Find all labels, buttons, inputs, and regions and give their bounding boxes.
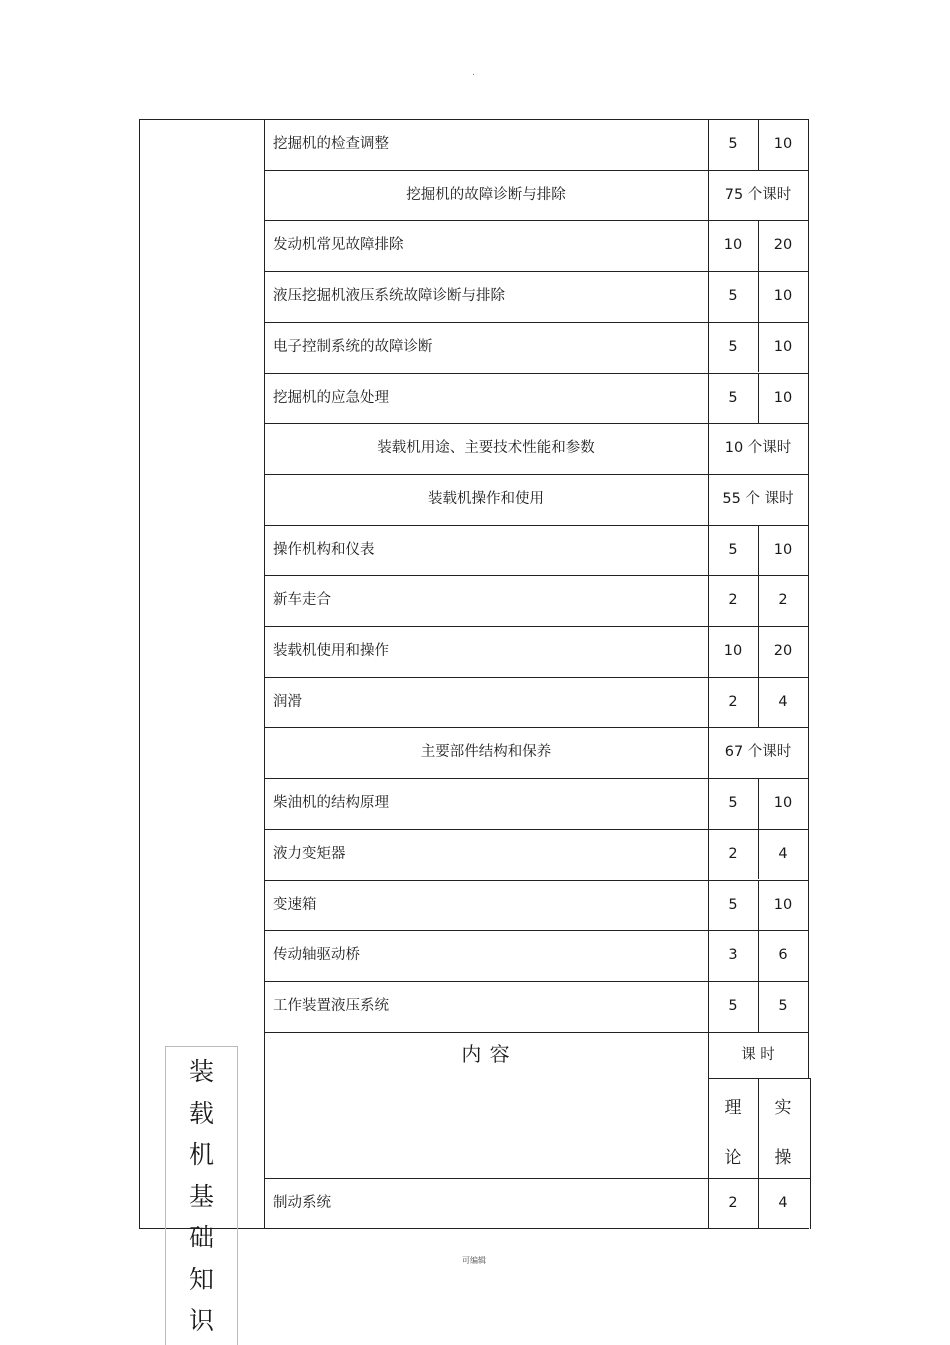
- course-item-label: 挖掘机的检查调整: [273, 136, 389, 153]
- course-item-label: 发动机常见故障排除: [273, 237, 404, 254]
- course-item-label: 液压挖掘机液压系统故障诊断与排除: [273, 288, 505, 305]
- practice-hours: 10: [773, 288, 793, 305]
- vertical-label-char: 载: [188, 1098, 214, 1128]
- practice-hours: 4: [778, 1195, 788, 1212]
- theory-hours: 2: [728, 693, 738, 710]
- practice-hours: 10: [773, 541, 793, 558]
- practice-hours: 10: [773, 338, 793, 355]
- column-divider: [758, 880, 759, 931]
- column-divider: [758, 119, 759, 170]
- practice-hours: 10: [773, 389, 793, 406]
- content-column-header: 内 容: [461, 1041, 511, 1066]
- column-divider: [758, 525, 759, 576]
- practice-header-char: 操: [774, 1147, 792, 1168]
- theory-hours: 5: [728, 541, 738, 558]
- footer-note: 可编辑: [462, 1256, 486, 1265]
- column-divider: [758, 322, 759, 373]
- vertical-section-label: [165, 1046, 238, 1345]
- course-item-label: 润滑: [273, 693, 302, 710]
- top-mark: .: [472, 68, 475, 78]
- practice-hours: 4: [778, 693, 788, 710]
- vertical-label-char: 机: [188, 1140, 214, 1169]
- practice-hours: 10: [773, 136, 793, 153]
- vertical-label-char: 础: [188, 1223, 214, 1252]
- practice-hours: 4: [778, 845, 788, 862]
- section-hours: 67 个课时: [724, 744, 792, 761]
- column-divider: [808, 119, 809, 1078]
- column-divider: [758, 981, 759, 1032]
- course-item-label: 柴油机的结构原理: [273, 795, 389, 812]
- vertical-label-char: 基: [188, 1181, 214, 1211]
- column-divider: [758, 575, 759, 626]
- theory-hours: 10: [723, 237, 743, 254]
- section-heading: 主要部件结构和保养: [420, 744, 552, 761]
- course-item-label: 制动系统: [273, 1195, 331, 1212]
- practice-hours: 5: [778, 997, 788, 1014]
- practice-hours: 10: [773, 896, 793, 913]
- section-hours: 10 个课时: [724, 440, 792, 457]
- practice-hours: 20: [773, 643, 793, 660]
- column-divider: [758, 271, 759, 322]
- column-divider: [758, 930, 759, 981]
- course-item-label: 操作机构和仪表: [273, 541, 375, 558]
- course-item-label: 挖掘机的应急处理: [273, 389, 389, 406]
- course-item-label: 新车走合: [273, 592, 331, 609]
- theory-hours: 5: [728, 338, 738, 355]
- theory-hours: 5: [728, 896, 738, 913]
- theory-hours: 3: [728, 947, 738, 964]
- column-divider: [810, 1078, 811, 1229]
- vertical-label-char: 装: [188, 1057, 214, 1086]
- course-item-label: 液力变矩器: [273, 845, 346, 862]
- column-divider: [758, 829, 759, 880]
- theory-hours: 5: [728, 288, 738, 305]
- theory-hours: 5: [728, 136, 738, 153]
- vertical-label-char: 识: [188, 1306, 214, 1335]
- column-divider: [264, 119, 265, 1229]
- vertical-label-char: 知: [188, 1264, 214, 1294]
- theory-hours: 5: [728, 389, 738, 406]
- theory-hours: 2: [728, 1195, 738, 1212]
- theory-hours: 2: [728, 845, 738, 862]
- course-item-label: 变速箱: [273, 896, 317, 913]
- practice-header-char: 实: [774, 1097, 792, 1118]
- section-hours: 55 个 课时: [722, 490, 794, 507]
- course-item-label: 电子控制系统的故障诊断: [273, 338, 433, 355]
- section-heading: 装载机操作和使用: [428, 490, 544, 507]
- theory-hours: 5: [728, 997, 738, 1014]
- theory-hours: 10: [723, 643, 743, 660]
- practice-hours: 6: [778, 947, 788, 964]
- practice-hours: 20: [773, 237, 793, 254]
- column-divider: [758, 778, 759, 829]
- column-divider: [758, 626, 759, 677]
- theory-hours: 2: [728, 592, 738, 609]
- section-heading: 挖掘机的故障诊断与排除: [406, 186, 566, 203]
- column-divider: [758, 220, 759, 271]
- course-item-label: 工作装置液压系统: [273, 997, 389, 1014]
- column-divider: [708, 119, 709, 1229]
- practice-hours: 10: [773, 795, 793, 812]
- course-item-label: 传动轴驱动桥: [273, 947, 360, 964]
- column-divider: [758, 677, 759, 728]
- section-heading: 装载机用途、主要技术性能和参数: [377, 440, 595, 457]
- section-hours: 75 个课时: [724, 186, 792, 203]
- theory-hours: 5: [728, 795, 738, 812]
- hours-column-header: 课 时: [741, 1046, 775, 1063]
- practice-hours: 2: [778, 592, 788, 609]
- column-divider: [758, 373, 759, 424]
- course-item-label: 装载机使用和操作: [273, 643, 389, 660]
- row-divider: [708, 1078, 810, 1079]
- theory-header-char: 论: [724, 1147, 742, 1168]
- theory-header-char: 理: [724, 1097, 742, 1118]
